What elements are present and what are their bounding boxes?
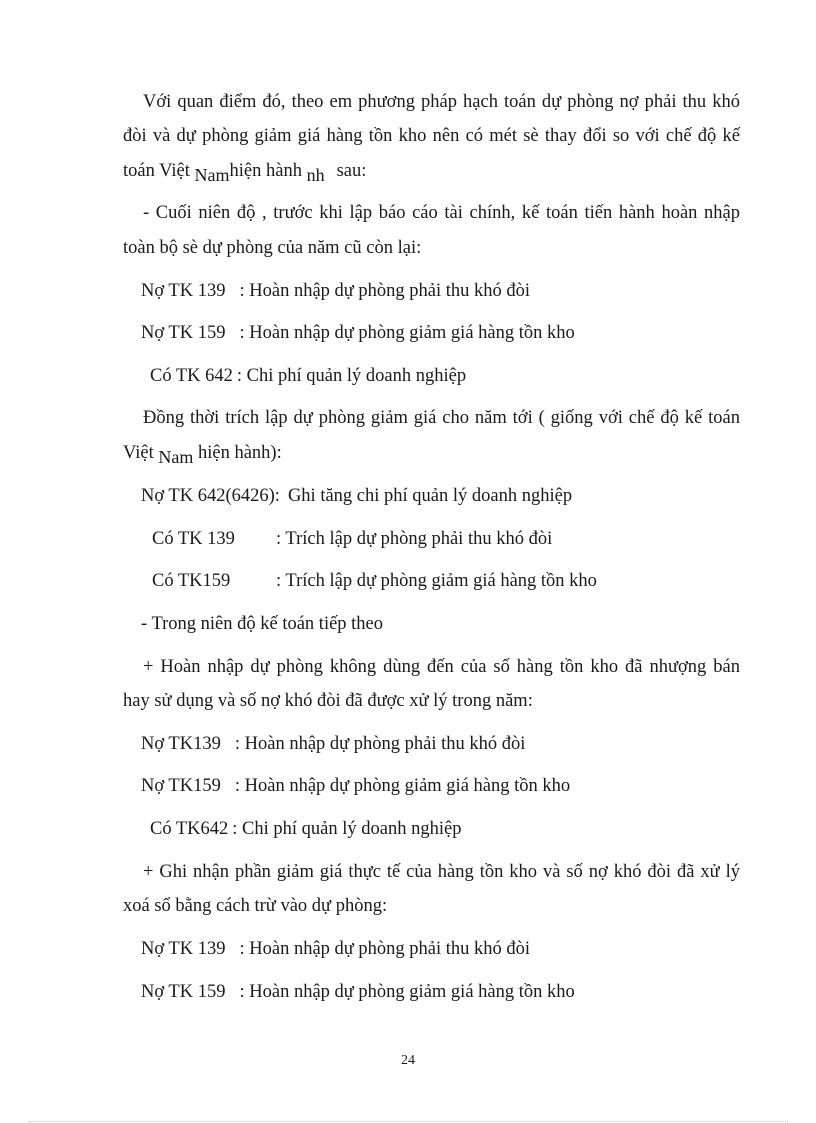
journal-entry: [141, 732, 525, 756]
entry-description: : Hoàn nhập dự phòng phải thu khó đòi: [234, 734, 526, 754]
journal-entry: [150, 364, 466, 388]
entry-description: : Chi phí quản lý doanh nghiệp: [232, 819, 462, 839]
text: hiện hành):: [198, 443, 282, 463]
paragraph-3-line-2: hay sử dụng và số nợ khó đòi đã được xử lý trong năm:: [123, 691, 533, 711]
account-label: Nợ TK 642(6426):: [141, 486, 280, 506]
paragraph-4-line-2: xoá sổ bằng cách trừ vào dự phòng:: [123, 896, 388, 916]
page-bottom-rule: [28, 1121, 788, 1122]
journal-entry: [141, 279, 530, 303]
subscript-text: Nam: [158, 447, 194, 467]
journal-entry: [152, 527, 552, 551]
journal-entry: [141, 774, 570, 798]
paragraph-2-line-2: [123, 440, 282, 465]
paragraph-1-line-3: [123, 158, 366, 183]
account-label: Nợ TK139: [141, 734, 221, 754]
text: Với quan điểm đó, theo em phương pháp hạch toán dự phòng nợ phải thu khó: [143, 92, 740, 112]
text: sau:: [336, 161, 367, 181]
paragraph-3-line-1: + Hoàn nhập dự phòng không dùng đến của số hàng tồn kho đã nhượng bán: [143, 657, 740, 677]
account-label: Nợ TK 159: [141, 323, 226, 343]
paragraph-4-line-1: + Ghi nhận phần giảm giá thực tế của hàng tồn kho và số nợ khó đòi đã xử lý: [143, 862, 740, 882]
entry-description: : Hoàn nhập dự phòng phải thu khó đòi: [239, 281, 531, 301]
paragraph-1-line-2: đòi và dự phòng giảm giá hàng tồn kho nên có mét sè thay đổi so với chế độ kế: [123, 126, 740, 146]
paragraph-2-line-1: Đồng thời trích lập dự phòng giảm giá cho năm tới ( giống với chế độ kế toán: [143, 408, 740, 428]
journal-entry: [141, 980, 575, 1004]
subscript-text: Nam: [194, 165, 230, 185]
section-end-year-line-1: - Cuối niên độ , trước khi lập báo cáo tài chính, kế toán tiến hành hoàn nhập: [143, 203, 740, 223]
text: hiện hành: [229, 161, 302, 181]
account-label: Có TK 139: [152, 529, 235, 549]
entry-description: Ghi tăng chi phí quản lý doanh nghiệp: [287, 486, 573, 506]
journal-entry: [141, 321, 575, 345]
journal-entry: [141, 937, 530, 961]
entry-description: : Hoàn nhập dự phòng giảm giá hàng tồn kho: [239, 982, 575, 1002]
entry-description: : Chi phí quản lý doanh nghiệp: [236, 366, 467, 386]
subscript-text: nh: [306, 165, 325, 185]
account-label: Có TK159: [152, 571, 231, 591]
entry-description: : Hoàn nhập dự phòng phải thu khó đòi: [239, 939, 531, 959]
entry-description: : Trích lập dự phòng phải thu khó đòi: [276, 529, 553, 549]
entry-description: : Hoàn nhập dự phòng giảm giá hàng tồn kho: [239, 323, 575, 343]
paragraph-1-line-1: [123, 90, 740, 114]
page-number: 24: [401, 1053, 415, 1068]
section-end-year-line-2: toàn bộ sè dự phòng của năm cũ còn lại:: [123, 238, 422, 258]
entry-description: : Hoàn nhập dự phòng giảm giá hàng tồn kho: [234, 776, 571, 796]
account-label: Nợ TK 139: [141, 939, 226, 959]
text: Việt: [123, 443, 154, 463]
account-label: Có TK642: [150, 819, 229, 839]
account-label: Có TK 642: [150, 366, 233, 386]
journal-entry: [150, 817, 461, 841]
account-label: Nợ TK 159: [141, 982, 226, 1002]
account-label: Nợ TK 139: [141, 281, 226, 301]
entry-description: : Trích lập dự phòng giảm giá hàng tồn kho: [276, 571, 597, 591]
account-label: Nợ TK159: [141, 776, 221, 796]
journal-entry: [141, 484, 572, 508]
journal-entry: [152, 569, 597, 593]
text: toán Việt: [123, 161, 190, 181]
section-next-period: - Trong niên độ kế toán tiếp theo: [141, 614, 384, 634]
